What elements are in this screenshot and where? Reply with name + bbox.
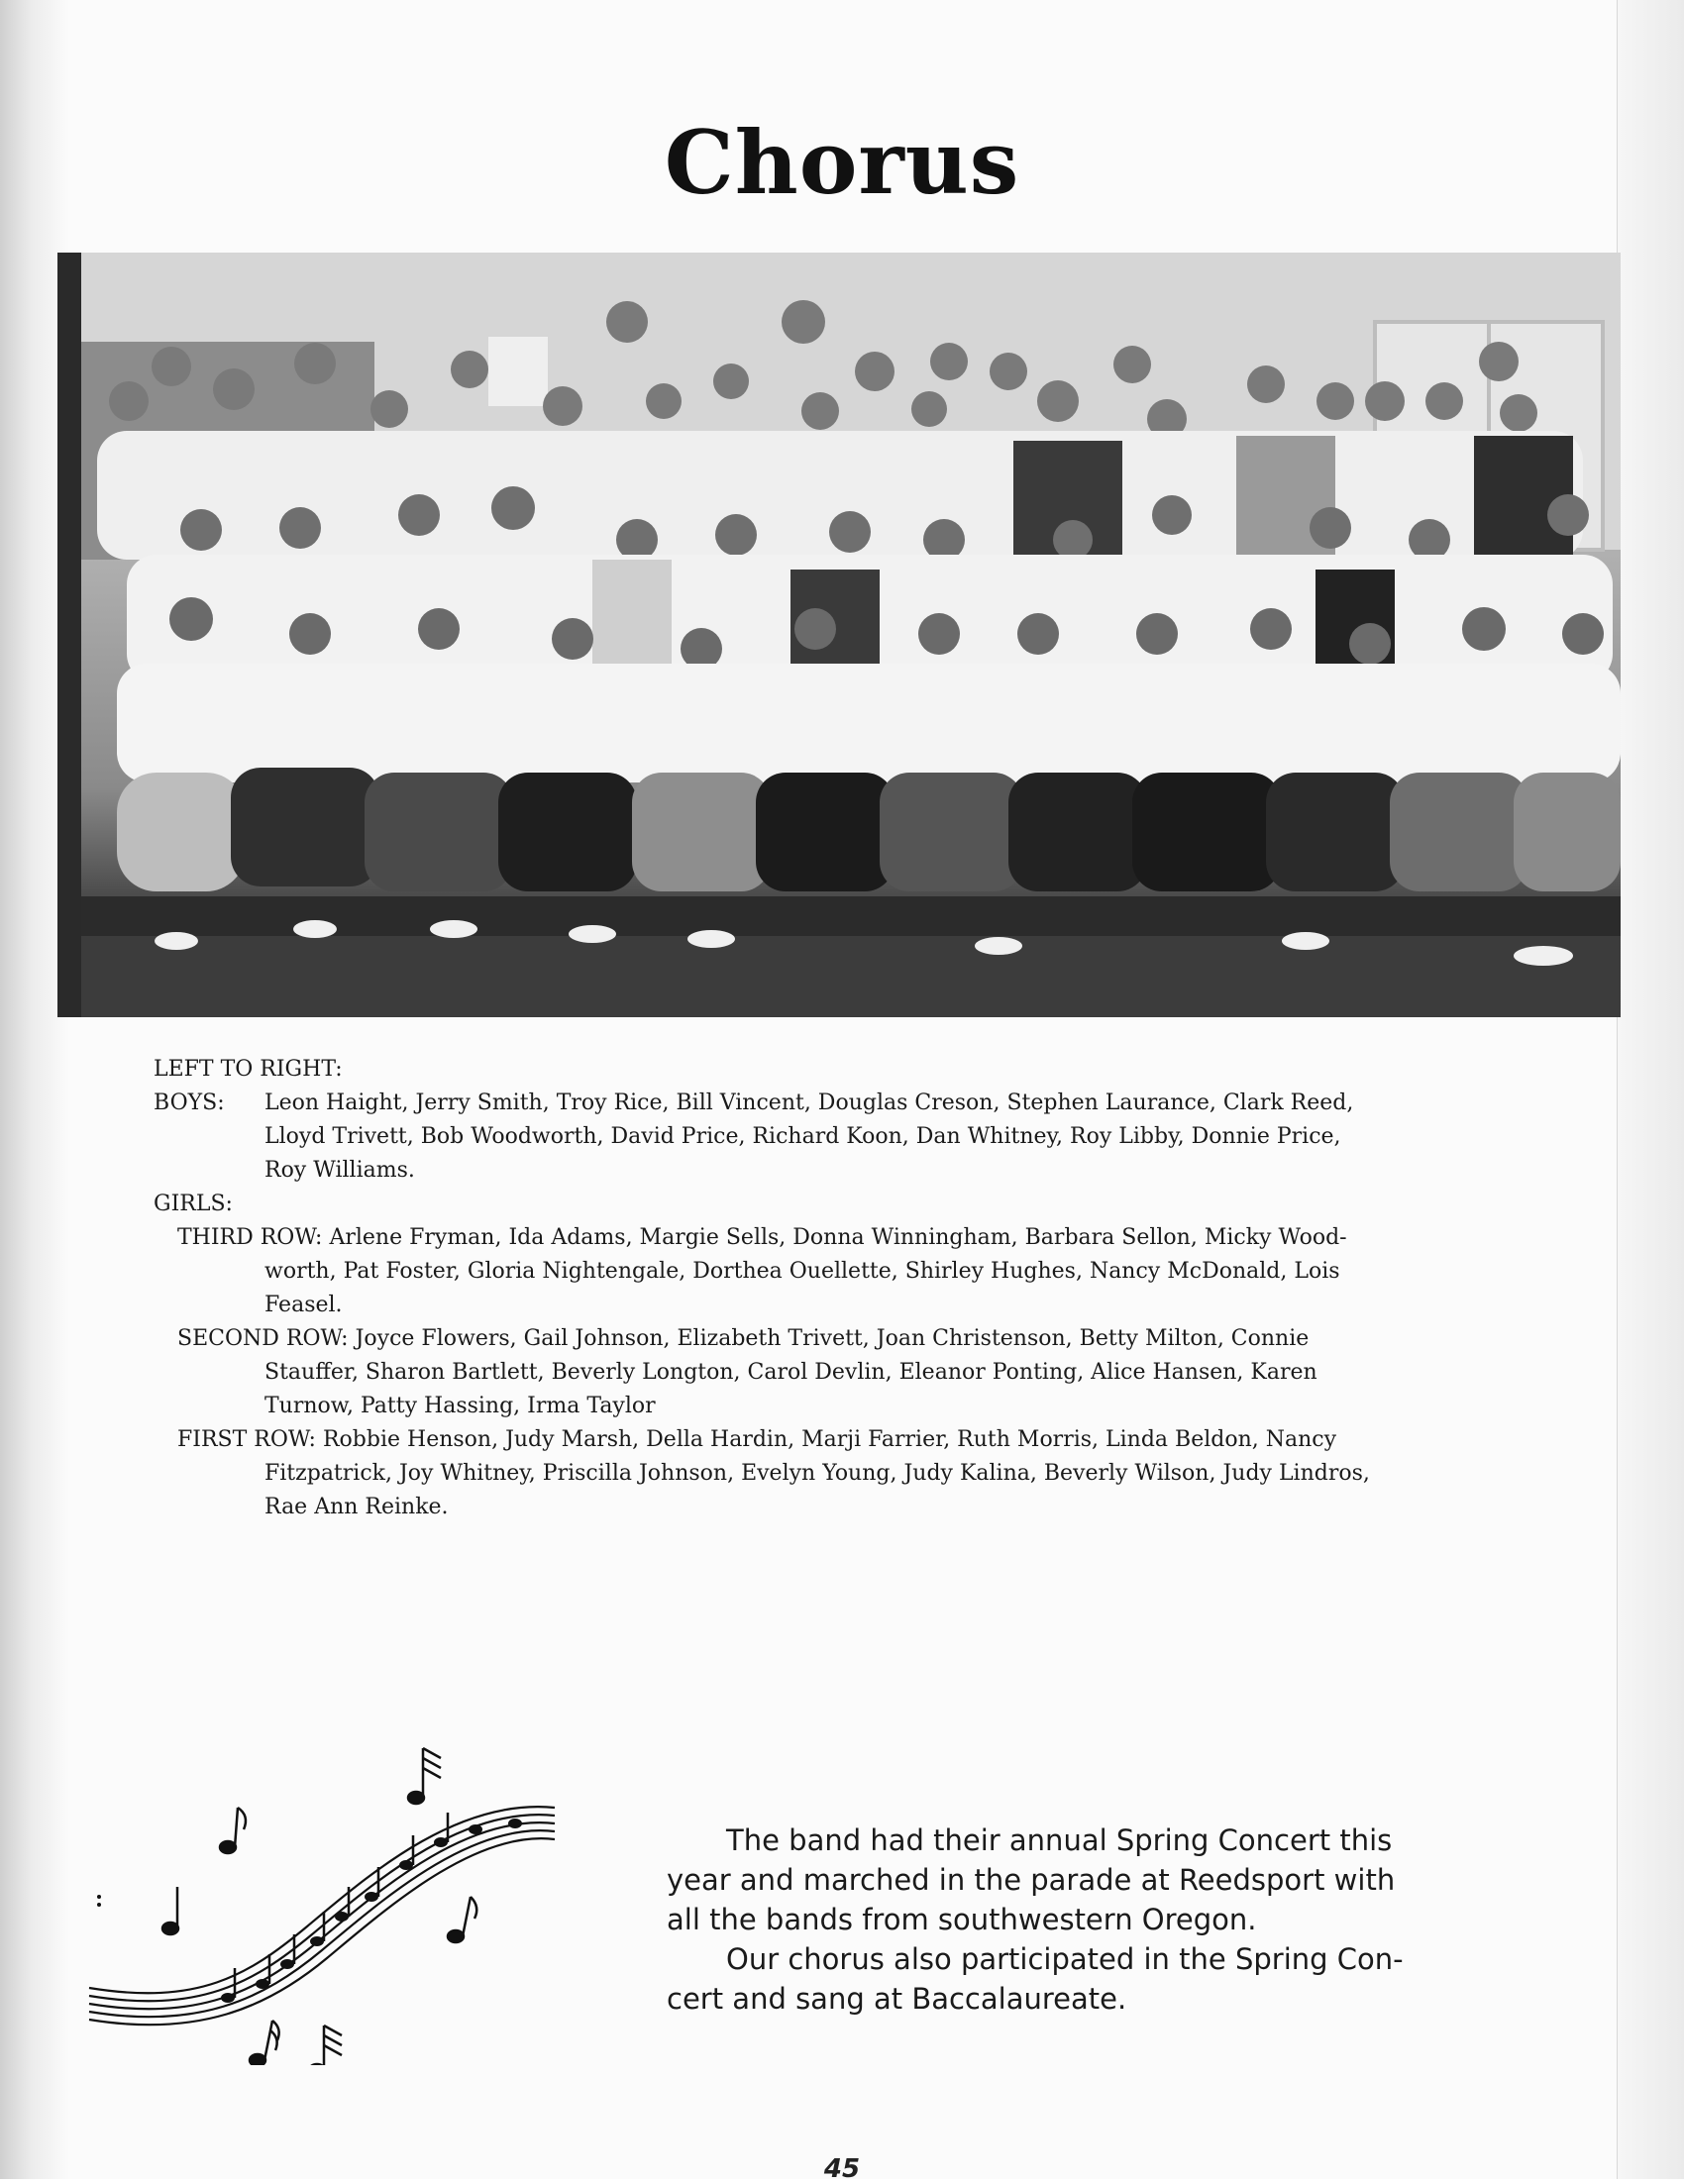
girls-label: GIRLS: (154, 1192, 233, 1216)
paragraph-line: year and marched in the parade at Reedsport with (667, 1863, 1396, 1897)
second-row-list (154, 1322, 1521, 1423)
music-notes-icon (79, 1738, 594, 2065)
page-edge (1617, 0, 1684, 2179)
boys-names (264, 1087, 1353, 1188)
first-row-list (154, 1423, 1521, 1524)
band-concert-paragraph (667, 1820, 1459, 2019)
third-row-line: Arlene Fryman, Ida Adams, Margie Sells, Donna Winningham, Barbara Sellon, Micky Wood- (329, 1225, 1347, 1250)
caption-heading: LEFT TO RIGHT: (154, 1057, 343, 1082)
boys-line: Leon Haight, Jerry Smith, Troy Rice, Bill Vincent, Douglas Creson, Stephen Laurance, Clark Reed, (264, 1091, 1354, 1115)
third-row-list (154, 1221, 1521, 1322)
chorus-photo-illustration (57, 253, 1621, 1017)
chorus-group-photo (57, 253, 1621, 1017)
photo-caption (154, 1053, 1521, 1524)
boys-line: Lloyd Trivett, Bob Woodworth, David Price, Richard Koon, Dan Whitney, Roy Libby, Donnie Price, (264, 1124, 1341, 1149)
third-row-line: Feasel. (264, 1293, 343, 1317)
boys-line: Roy Williams. (264, 1158, 415, 1183)
boys-label: BOYS: (154, 1091, 225, 1115)
page-number: 45 (823, 2154, 861, 2184)
first-row-line: Robbie Henson, Judy Marsh, Della Hardin, Marji Farrier, Ruth Morris, Linda Beldon, Nancy (322, 1427, 1337, 1452)
paragraph-line: Our chorus also participated in the Spring Con- (726, 1942, 1404, 1976)
paragraph-line: The band had their annual Spring Concert this (726, 1823, 1393, 1857)
first-row-line: Rae Ann Reinke. (264, 1495, 449, 1519)
page-title: Chorus (664, 111, 1020, 214)
boys-list (154, 1087, 1521, 1188)
first-row-label: FIRST ROW: (177, 1427, 316, 1452)
second-row-line: Joyce Flowers, Gail Johnson, Elizabeth Trivett, Joan Christenson, Betty Milton, Connie (355, 1326, 1310, 1351)
paragraph-line: all the bands from southwestern Oregon. (667, 1903, 1257, 1936)
second-row-line: Stauffer, Sharon Bartlett, Beverly Longton, Carol Devlin, Eleanor Ponting, Alice Hansen, Karen (264, 1360, 1317, 1385)
first-row-line: Fitzpatrick, Joy Whitney, Priscilla Johnson, Evelyn Young, Judy Kalina, Beverly Wilson, Judy Lindros, (264, 1461, 1370, 1486)
third-row-line: worth, Pat Foster, Gloria Nightengale, Dorthea Ouellette, Shirley Hughes, Nancy McDonald, Lois (264, 1259, 1340, 1284)
music-staff-illustration (79, 1738, 594, 2065)
second-row-label: SECOND ROW: (177, 1326, 349, 1351)
second-row-line: Turnow, Patty Hassing, Irma Taylor (264, 1394, 656, 1418)
paragraph-line: cert and sang at Baccalaureate. (667, 1982, 1127, 2016)
third-row-label: THIRD ROW: (177, 1225, 323, 1250)
